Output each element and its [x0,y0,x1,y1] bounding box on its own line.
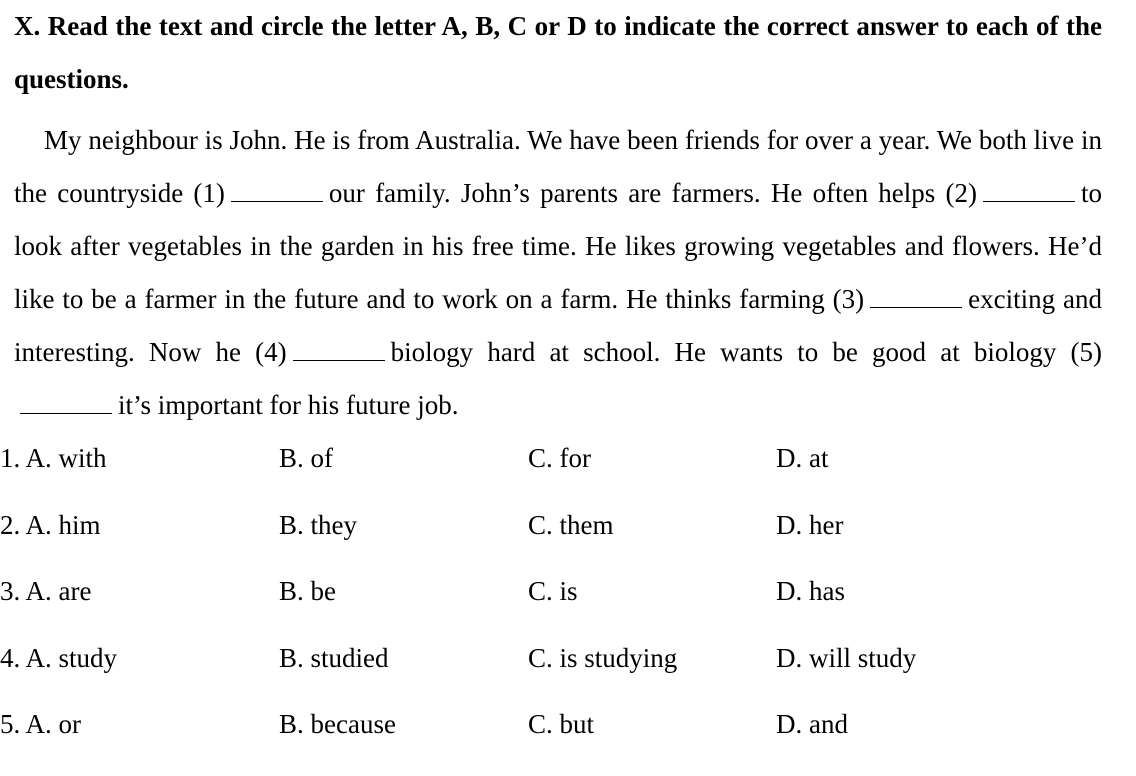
passage-segment-2: to look after vegetables in the garden in his free time. He likes growing vegetables and flowers. He’d like to be a farmer in the future and to work on a farm. He thinks farming (3) [14,178,1103,314]
question-row-3 [0,576,1088,643]
blank-2 [983,200,1075,202]
passage-segment-0: My neighbour is John. He is from Australia. We have been friends for over a year. We both live in the countryside (1) [14,125,1102,208]
option-5b[interactable]: B. because [279,709,396,739]
blank-1 [231,200,323,202]
passage-segment-4: biology hard at school. He wants to be good at biology (5) [390,337,1102,367]
option-2d[interactable]: D. her [776,509,844,540]
option-5a[interactable]: 5. A. or [0,709,81,739]
option-1b[interactable]: B. of [279,443,333,473]
option-4a[interactable]: 4. A. study [0,642,118,673]
option-3b[interactable]: B. be [279,576,336,606]
blank-5 [20,412,112,414]
option-2b[interactable]: B. they [279,509,357,540]
question-row-5 [0,709,1088,776]
reading-passage [14,114,1102,432]
option-2c[interactable]: C. them [528,509,614,540]
blank-3 [870,306,962,308]
answer-options [0,443,1088,776]
question-row-2 [0,510,1088,577]
blank-4 [293,359,385,361]
option-5d[interactable]: D. and [776,709,848,739]
option-4b[interactable]: B. studied [279,642,389,673]
exercise-heading: X. Read the text and circle the letter A, B, C or D to indicate the correct answer to each of the questions. [14,11,1102,94]
option-3d[interactable]: D. has [776,576,845,606]
option-1c[interactable]: C. for [528,443,591,473]
option-3a[interactable]: 3. A. are [0,576,92,606]
option-4c[interactable]: C. is studying [528,642,678,673]
passage-segment-3: exciting and interesting. Now he (4) [14,284,1102,367]
question-row-1 [0,443,1088,510]
option-5c[interactable]: C. but [528,709,595,739]
worksheet-page [14,0,1102,432]
passage-segment-5: it’s important for his future job. [118,390,459,420]
option-1a[interactable]: 1. A. with [0,443,107,473]
option-3c[interactable]: C. is [528,576,578,606]
question-row-4 [0,643,1088,710]
option-2a[interactable]: 2. A. him [0,509,101,540]
option-4d[interactable]: D. will study [776,642,917,673]
passage-segment-1: our family. John’s parents are farmers. He often helps (2) [328,178,977,208]
option-1d[interactable]: D. at [776,443,829,473]
